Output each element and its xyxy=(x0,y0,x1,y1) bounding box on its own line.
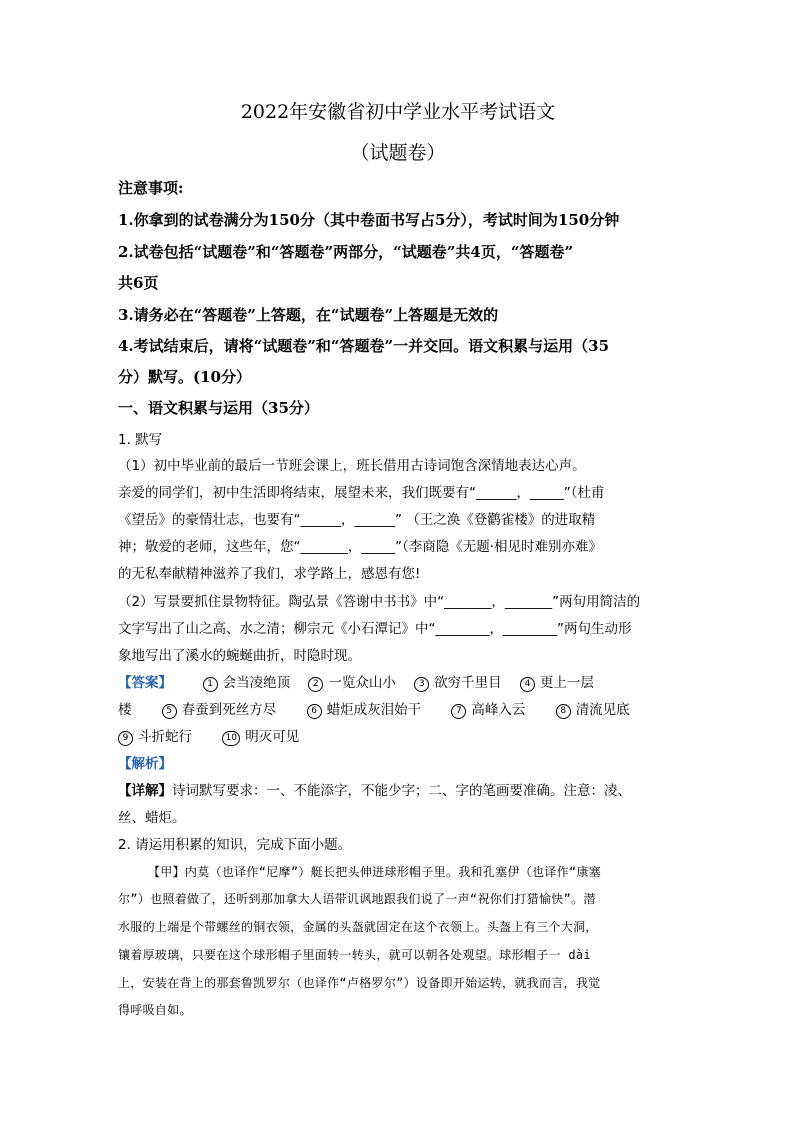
notice-item: 共6页 xyxy=(118,274,159,292)
answer-number: 8 xyxy=(556,704,571,719)
answer-text: 一览众山小 xyxy=(328,675,396,691)
page-title: 2022年安徽省初中学业水平考试语文 xyxy=(240,101,556,123)
answer-item xyxy=(162,699,277,721)
answer-text: 高峰入云 xyxy=(471,702,526,718)
answer-line-2 xyxy=(118,699,630,721)
question-text: （1）初中毕业前的最后一节班会课上，班长借用古诗词饱含深情地表达心声。 xyxy=(118,458,586,474)
answer-item xyxy=(203,672,291,694)
question-text: 亲爱的同学们，初中生活即将结束，展望未来，我们既要有“______，_____”（杜甫 xyxy=(118,485,605,501)
answer-item xyxy=(307,699,422,721)
answer-number: 5 xyxy=(162,704,177,719)
answer-item xyxy=(118,726,192,748)
passage-line: 上，安装在背上的那套鲁凯罗尔（也译作“卢格罗尔”）设备即开始运转，就我而言，我觉 xyxy=(118,976,601,990)
detail-line xyxy=(118,780,631,802)
question-text: （2）写景要抓住景物特征。陶弘景《答谢中书书》中“_______，_______”两句用简洁的 xyxy=(118,594,641,610)
question-text: 《望岳》的豪情壮志，也要有“______，______” （王之涣《登鹳雀楼》的进取精 xyxy=(118,512,596,528)
answer-item xyxy=(308,672,396,694)
notice-item: 2.试卷包括“试题卷”和“答题卷”两部分，“试题卷”共4页，“答题卷” xyxy=(118,243,574,261)
passage-line: 水服的上端是个带螺丝的铜衣领，金属的头盔就固定在这个衣领上。头盔上有三个大洞， xyxy=(118,920,598,934)
answer-text: 会当凌绝顶 xyxy=(222,675,291,691)
analysis-tag: 【解析】 xyxy=(118,756,172,772)
passage-line: 【甲】内莫（也译作“尼摩”）艇长把头伸进球形帽子里。我和孔塞伊（也译作“康塞 xyxy=(148,865,602,879)
answer-text: 更上一层 xyxy=(539,675,594,691)
question-text: 文字写出了山之高、水之清；柳宗元《小石潭记》中“________，________”两句生动形 xyxy=(118,621,632,637)
answer-number: 6 xyxy=(307,704,322,719)
question-text: 的无私奉献精神滋养了我们，求学路上，感恩有您! xyxy=(118,566,421,582)
answer-item xyxy=(451,699,525,721)
answer-number: 3 xyxy=(414,677,429,692)
answer-text: 清流见底 xyxy=(575,702,630,718)
question-label: 1. 默写 xyxy=(118,432,163,448)
answer-number: 2 xyxy=(308,677,323,692)
answer-number: 10 xyxy=(222,731,240,746)
notice-heading: 注意事项: xyxy=(118,179,184,197)
answer-line-1 xyxy=(118,672,594,694)
question-text: 神；敬爱的老师，这些年，您“_______，_____”（李商隐《无题·相见时难别亦难》 xyxy=(118,539,603,555)
answer-number: 4 xyxy=(520,677,535,692)
answer-item xyxy=(222,726,299,748)
notice-item: 4.考试结束后，请将“试题卷”和“答题卷”一并交回。语文积累与运用（35 xyxy=(118,337,610,355)
answer-item xyxy=(414,672,502,694)
notice-item: 1.你拿到的试卷满分为150分（其中卷面书写占5分），考试时间为150分钟 xyxy=(118,211,620,229)
detail-tag: 【详解】 xyxy=(118,783,172,799)
answer-text: 明灭可见 xyxy=(245,729,300,745)
detail-text: 诗词默写要求：一、不能添字，不能少字；二、字的笔画要准确。注意：凌、 xyxy=(172,783,631,799)
passage-line: 得呼吸自如。 xyxy=(118,1003,192,1017)
notice-item: 分）默写。(10分） xyxy=(118,368,251,386)
answer-text: 欲穷千里目 xyxy=(434,675,502,691)
answer-wrap-text: 楼 xyxy=(118,702,132,718)
answer-tag: 【答案】 xyxy=(118,675,172,691)
detail-text: 丝、蜡炬。 xyxy=(118,810,186,826)
answer-number: 7 xyxy=(451,704,466,719)
section-heading: 一、语文积累与运用（35分） xyxy=(118,399,319,417)
page-subtitle: （试题卷） xyxy=(350,142,446,164)
question-text: 象地写出了溪水的蜿蜒曲折，时隐时现。 xyxy=(118,648,361,664)
passage-line: 镶着厚玻璃，只要在这个球形帽子里面转一转头，就可以朝各处观望。球形帽子一 dài xyxy=(118,948,591,962)
answer-line-3 xyxy=(118,726,299,748)
answer-text: 斗折蛇行 xyxy=(138,729,192,745)
question-label: 2. 请运用积累的知识，完成下面小题。 xyxy=(118,837,352,853)
answer-text: 春蚕到死丝方尽 xyxy=(181,702,277,718)
answer-item xyxy=(520,672,594,694)
answer-text: 蜡炬成灰泪始干 xyxy=(326,702,422,718)
answer-number: 1 xyxy=(203,677,218,692)
answer-number: 9 xyxy=(118,731,133,746)
passage-line: 尔”）也照着做了，还听到那加拿大人语带讥讽地跟我们说了一声“祝你们打猎愉快”。潜 xyxy=(118,892,596,906)
notice-item: 3.请务必在“答题卷”上答题，在“试题卷”上答题是无效的 xyxy=(118,306,499,324)
answer-item xyxy=(556,699,630,721)
